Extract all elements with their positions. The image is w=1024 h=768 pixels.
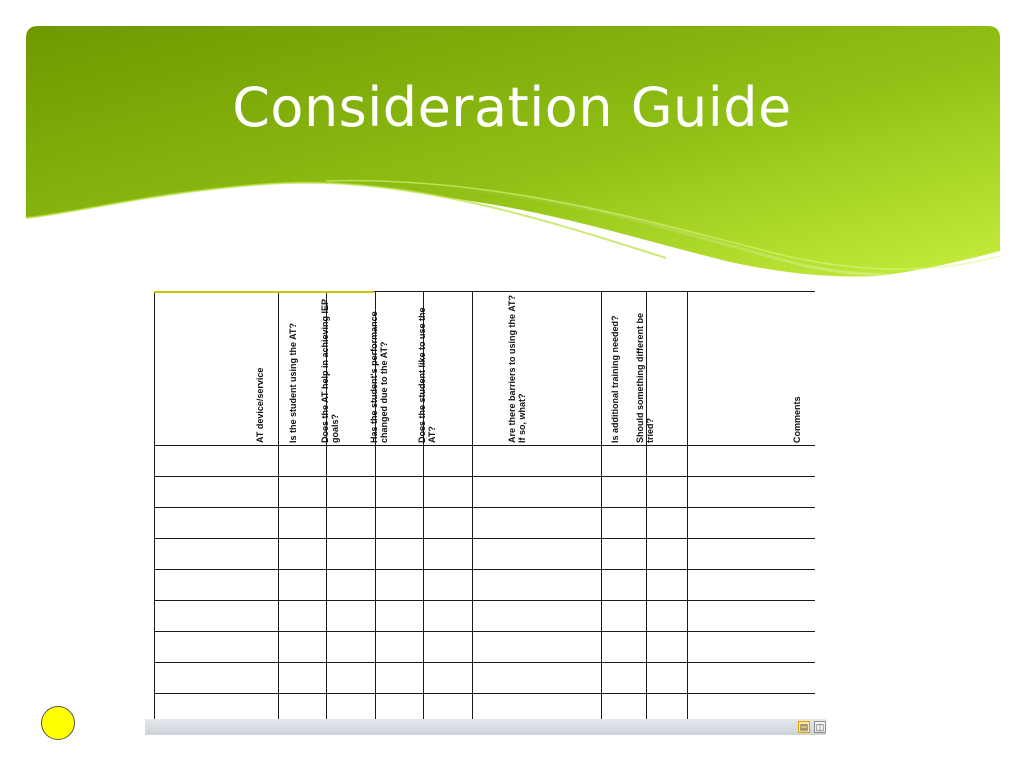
table-row [155,663,816,694]
reading-view-icon[interactable]: ◫ [815,722,825,732]
normal-view-icon[interactable]: ▤ [799,722,809,732]
cell-selection-line [154,291,374,293]
column-header-label: Are there barriers to using the AT? If so, what? [507,294,527,443]
table-cell[interactable] [602,570,647,601]
table-body [155,446,816,720]
table-cell[interactable] [473,570,602,601]
title-banner [26,26,1000,288]
table-cell[interactable] [279,508,327,539]
table-row [155,446,816,477]
table-cell[interactable] [279,694,327,720]
consideration-guide-table [154,291,815,719]
table-cell[interactable] [688,477,816,508]
table-cell[interactable] [155,508,279,539]
table-cell[interactable] [376,539,424,570]
consideration-guide-sheet [154,291,815,719]
table-cell[interactable] [376,446,424,477]
table-row [155,632,816,663]
table-cell[interactable] [602,694,647,720]
header-row [155,292,816,446]
table-cell[interactable] [473,663,602,694]
table-cell[interactable] [279,632,327,663]
table-cell[interactable] [376,570,424,601]
table-cell[interactable] [473,508,602,539]
table-row [155,539,816,570]
table-cell[interactable] [327,632,376,663]
table-cell[interactable] [424,632,473,663]
table-cell[interactable] [688,694,816,720]
table-cell[interactable] [473,477,602,508]
table-cell[interactable] [376,477,424,508]
table-cell[interactable] [279,446,327,477]
table-cell[interactable] [155,632,279,663]
column-header-label: Comments [792,396,802,443]
table-cell[interactable] [688,508,816,539]
table-cell[interactable] [424,539,473,570]
slide-title: Consideration Guide [232,76,792,139]
table-cell[interactable] [647,570,688,601]
table-cell[interactable] [647,632,688,663]
table-cell[interactable] [688,570,816,601]
column-header-label: Should something different be tried? [635,313,655,443]
column-header-label: Is additional training needed? [610,315,620,443]
table-cell[interactable] [424,508,473,539]
table-cell[interactable] [155,477,279,508]
table-cell[interactable] [327,446,376,477]
table-cell[interactable] [376,694,424,720]
table-cell[interactable] [376,632,424,663]
table-cell[interactable] [327,539,376,570]
column-header [417,292,473,446]
table-cell[interactable] [602,632,647,663]
table-cell[interactable] [327,477,376,508]
column-header-label: Does the AT help in achieving IEP goals? [320,299,340,443]
table-cell[interactable] [602,446,647,477]
table-cell[interactable] [473,601,602,632]
table-cell[interactable] [647,508,688,539]
table-cell[interactable] [473,539,602,570]
table-cell[interactable] [602,508,647,539]
table-cell[interactable] [647,477,688,508]
table-cell[interactable] [473,694,602,720]
table-cell[interactable] [279,601,327,632]
table-cell[interactable] [424,570,473,601]
table-cell[interactable] [602,601,647,632]
column-header [635,292,688,446]
table-row [155,508,816,539]
table-row [155,601,816,632]
table-cell[interactable] [376,663,424,694]
table-row [155,570,816,601]
table-cell[interactable] [424,477,473,508]
table-cell[interactable] [155,539,279,570]
table-cell[interactable] [376,601,424,632]
table-row [155,694,816,720]
table-cell[interactable] [473,632,602,663]
table-cell[interactable] [279,663,327,694]
document-status-bar [145,719,826,735]
table-cell[interactable] [155,446,279,477]
table-cell[interactable] [602,663,647,694]
table-cell[interactable] [155,663,279,694]
table-cell[interactable] [473,446,602,477]
table-cell[interactable] [688,539,816,570]
table-cell[interactable] [688,601,816,632]
table-row [155,477,816,508]
table-cell[interactable] [155,570,279,601]
table-cell[interactable] [647,663,688,694]
table-cell[interactable] [376,508,424,539]
table-cell[interactable] [602,539,647,570]
table-cell[interactable] [327,570,376,601]
table-cell[interactable] [647,601,688,632]
green-wave-background [26,26,1000,288]
table-cell[interactable] [688,663,816,694]
table-cell[interactable] [647,446,688,477]
column-header-label: Has the student's performance changed due to the AT? [369,311,389,443]
laser-pointer-circle [41,706,75,740]
table-cell[interactable] [327,663,376,694]
table-cell[interactable] [602,477,647,508]
table-cell[interactable] [279,570,327,601]
table-cell[interactable] [424,694,473,720]
table-cell[interactable] [424,601,473,632]
column-header [473,292,602,446]
table-cell[interactable] [647,694,688,720]
table-cell[interactable] [647,539,688,570]
table-cell[interactable] [688,632,816,663]
table-cell[interactable] [155,694,279,720]
table-cell[interactable] [424,663,473,694]
column-header [688,292,816,446]
table-cell[interactable] [688,446,816,477]
column-header-label: AT device/service [255,367,265,443]
table-cell[interactable] [327,694,376,720]
column-header [155,292,279,446]
column-header-label: Is the student using the AT? [288,323,298,443]
table-cell[interactable] [327,601,376,632]
table-cell[interactable] [327,508,376,539]
column-header-label: Does the student like to use the AT? [417,307,437,443]
table-cell[interactable] [279,539,327,570]
table-cell[interactable] [279,477,327,508]
table-cell[interactable] [155,601,279,632]
table-cell[interactable] [424,446,473,477]
